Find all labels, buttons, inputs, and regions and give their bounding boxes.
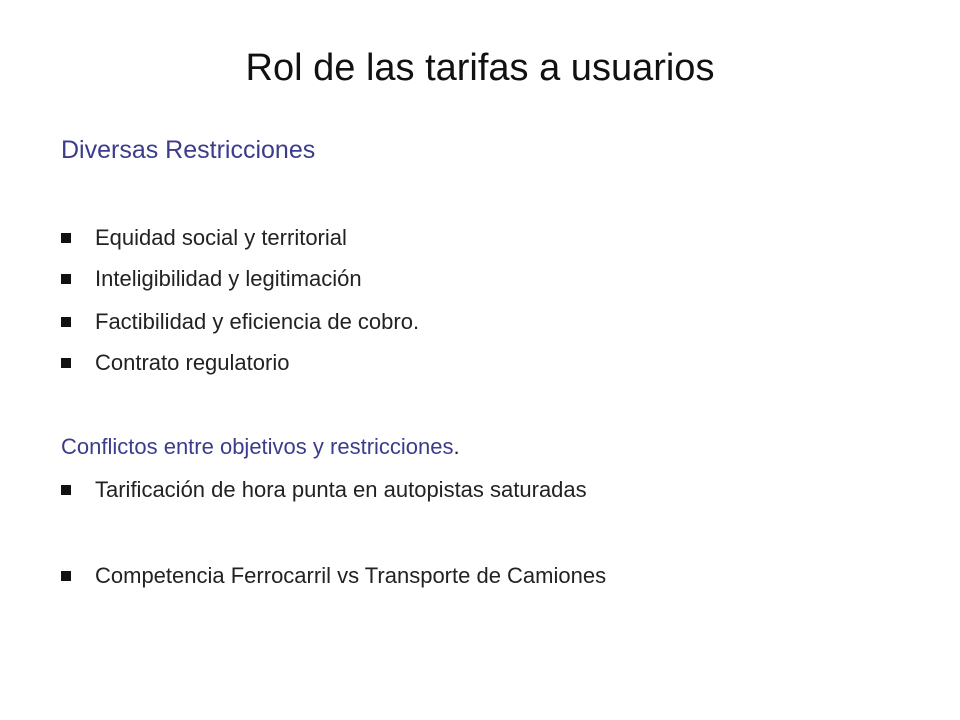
list-item xyxy=(61,223,347,253)
list-item-text: Inteligibilidad y legitimación xyxy=(95,266,362,291)
square-bullet-icon xyxy=(61,317,71,327)
list-item xyxy=(61,264,362,294)
list-item xyxy=(61,475,587,505)
list-item xyxy=(61,561,606,591)
section-heading-restrictions: Diversas Restricciones xyxy=(61,136,316,164)
list-item-text: Tarificación de hora punta en autopistas saturadas xyxy=(95,477,587,502)
list-item-text: Contrato regulatorio xyxy=(95,350,290,375)
square-bullet-icon xyxy=(61,233,71,243)
slide-title: Rol de las tarifas a usuarios xyxy=(245,47,715,89)
list-item xyxy=(61,307,419,337)
square-bullet-icon xyxy=(61,571,71,581)
square-bullet-icon xyxy=(61,485,71,495)
square-bullet-icon xyxy=(61,358,71,368)
section-heading-conflicts xyxy=(61,432,460,462)
section-heading-text: Conflictos entre objetivos y restricciones xyxy=(61,434,454,459)
list-item-text: Factibilidad y eficiencia de cobro. xyxy=(95,309,420,334)
square-bullet-icon xyxy=(61,274,71,284)
section-heading-period: . xyxy=(453,434,460,459)
list-item-text: Equidad social y territorial xyxy=(95,225,347,250)
list-item xyxy=(61,348,289,378)
list-item-text: Competencia Ferrocarril vs Transporte de Camiones xyxy=(95,563,607,588)
